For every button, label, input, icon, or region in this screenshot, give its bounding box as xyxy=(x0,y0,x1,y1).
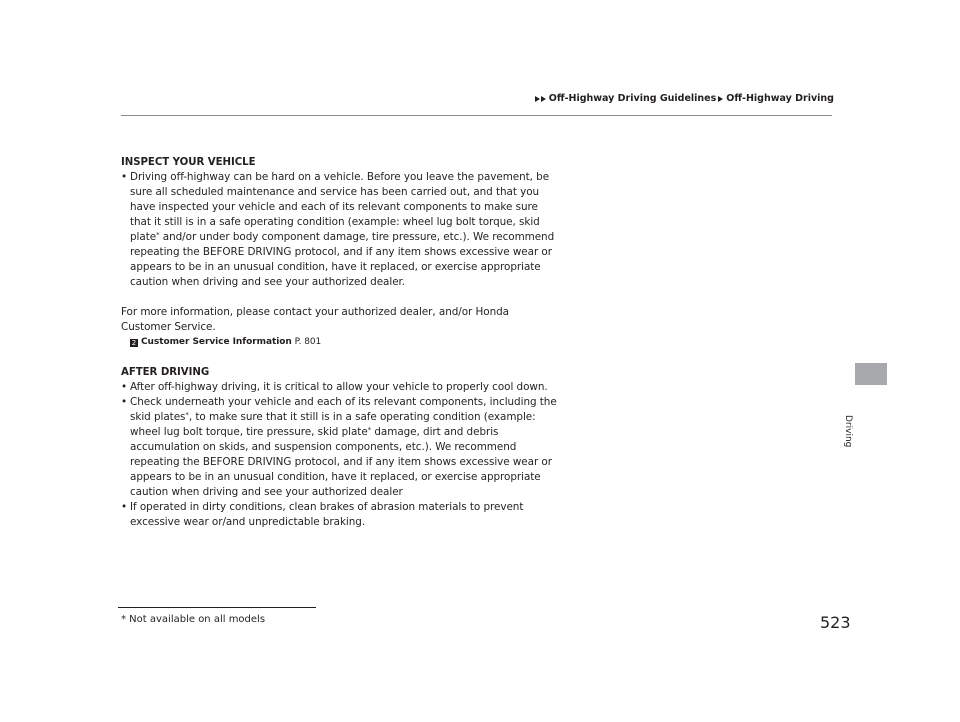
footnote-marker: * xyxy=(185,411,189,419)
after-driving-section xyxy=(121,365,561,530)
bullet-dot: • xyxy=(121,381,128,393)
breadcrumb-topic[interactable]: Off-Highway Driving xyxy=(726,93,834,104)
after-bullet-3: • If operated in dirty conditions, clean brakes of abrasion materials to prevent excessive wear or/and unpredictable braking. xyxy=(121,501,524,528)
after-heading: AFTER DRIVING xyxy=(121,367,210,378)
breadcrumb xyxy=(533,93,834,104)
cross-reference-link[interactable] xyxy=(130,335,561,349)
xref-page: P. 801 xyxy=(291,337,322,347)
inspect-bullet: • Driving off-highway can be hard on a vehicle. Before you leave the pavement, be sure all scheduled maintenance and service has been carried out, and that you have inspected your vehicle and each of its relevant components to make sure that it still is in a safe operating condition (example: wheel lug bolt torque, skid plate* and/or under body component damage, tire pressure, etc.). We recommend repeating the BEFORE DRIVING protocol, and if any item shows excessive wear or appears to be in an unusual condition, have it replaced, or exercise appropriate caution when driving and see your authorized dealer. xyxy=(121,171,555,288)
header-rule xyxy=(121,115,832,116)
footnote-marker: * xyxy=(367,426,372,434)
breadcrumb-arrows-icon xyxy=(535,96,547,102)
chapter-tab-label: Driving xyxy=(843,415,853,448)
page-number: 523 xyxy=(820,613,851,632)
breadcrumb-section[interactable]: Off-Highway Driving Guidelines xyxy=(548,93,717,104)
after-bullet-1: • After off-highway driving, it is critical to allow your vehicle to properly cool down. xyxy=(121,381,548,393)
bullet-dot: • xyxy=(121,396,128,408)
footnote: * Not available on all models xyxy=(121,614,266,625)
footnote-marker: * xyxy=(156,231,160,239)
chapter-tab xyxy=(855,363,887,385)
contact-paragraph: For more information, please contact your authorized dealer, and/or Honda Customer Service. xyxy=(121,306,509,333)
page-content xyxy=(121,155,561,530)
bullet-dot: • xyxy=(121,171,128,183)
cross-reference-icon: 2 xyxy=(131,339,137,347)
bullet-dot: • xyxy=(121,501,128,513)
after-bullet-2: • Check underneath your vehicle and each of its relevant components, including the skid plates*, to make sure that it still is in a safe operating condition (example: wheel lug bolt torque, tire pressure, skid plate* damage, dirt and debris accumulation on skids, and suspension components, etc.). We recommend repeating the BEFORE DRIVING protocol, and if any item shows excessive wear or appears to be in an unusual condition, have it replaced, or exercise appropriate caution when driving and see your authorized dealer xyxy=(121,396,557,498)
inspect-heading: INSPECT YOUR VEHICLE xyxy=(121,157,256,168)
breadcrumb-arrow-icon xyxy=(718,96,724,102)
xref-title[interactable]: Customer Service Information xyxy=(141,337,292,347)
